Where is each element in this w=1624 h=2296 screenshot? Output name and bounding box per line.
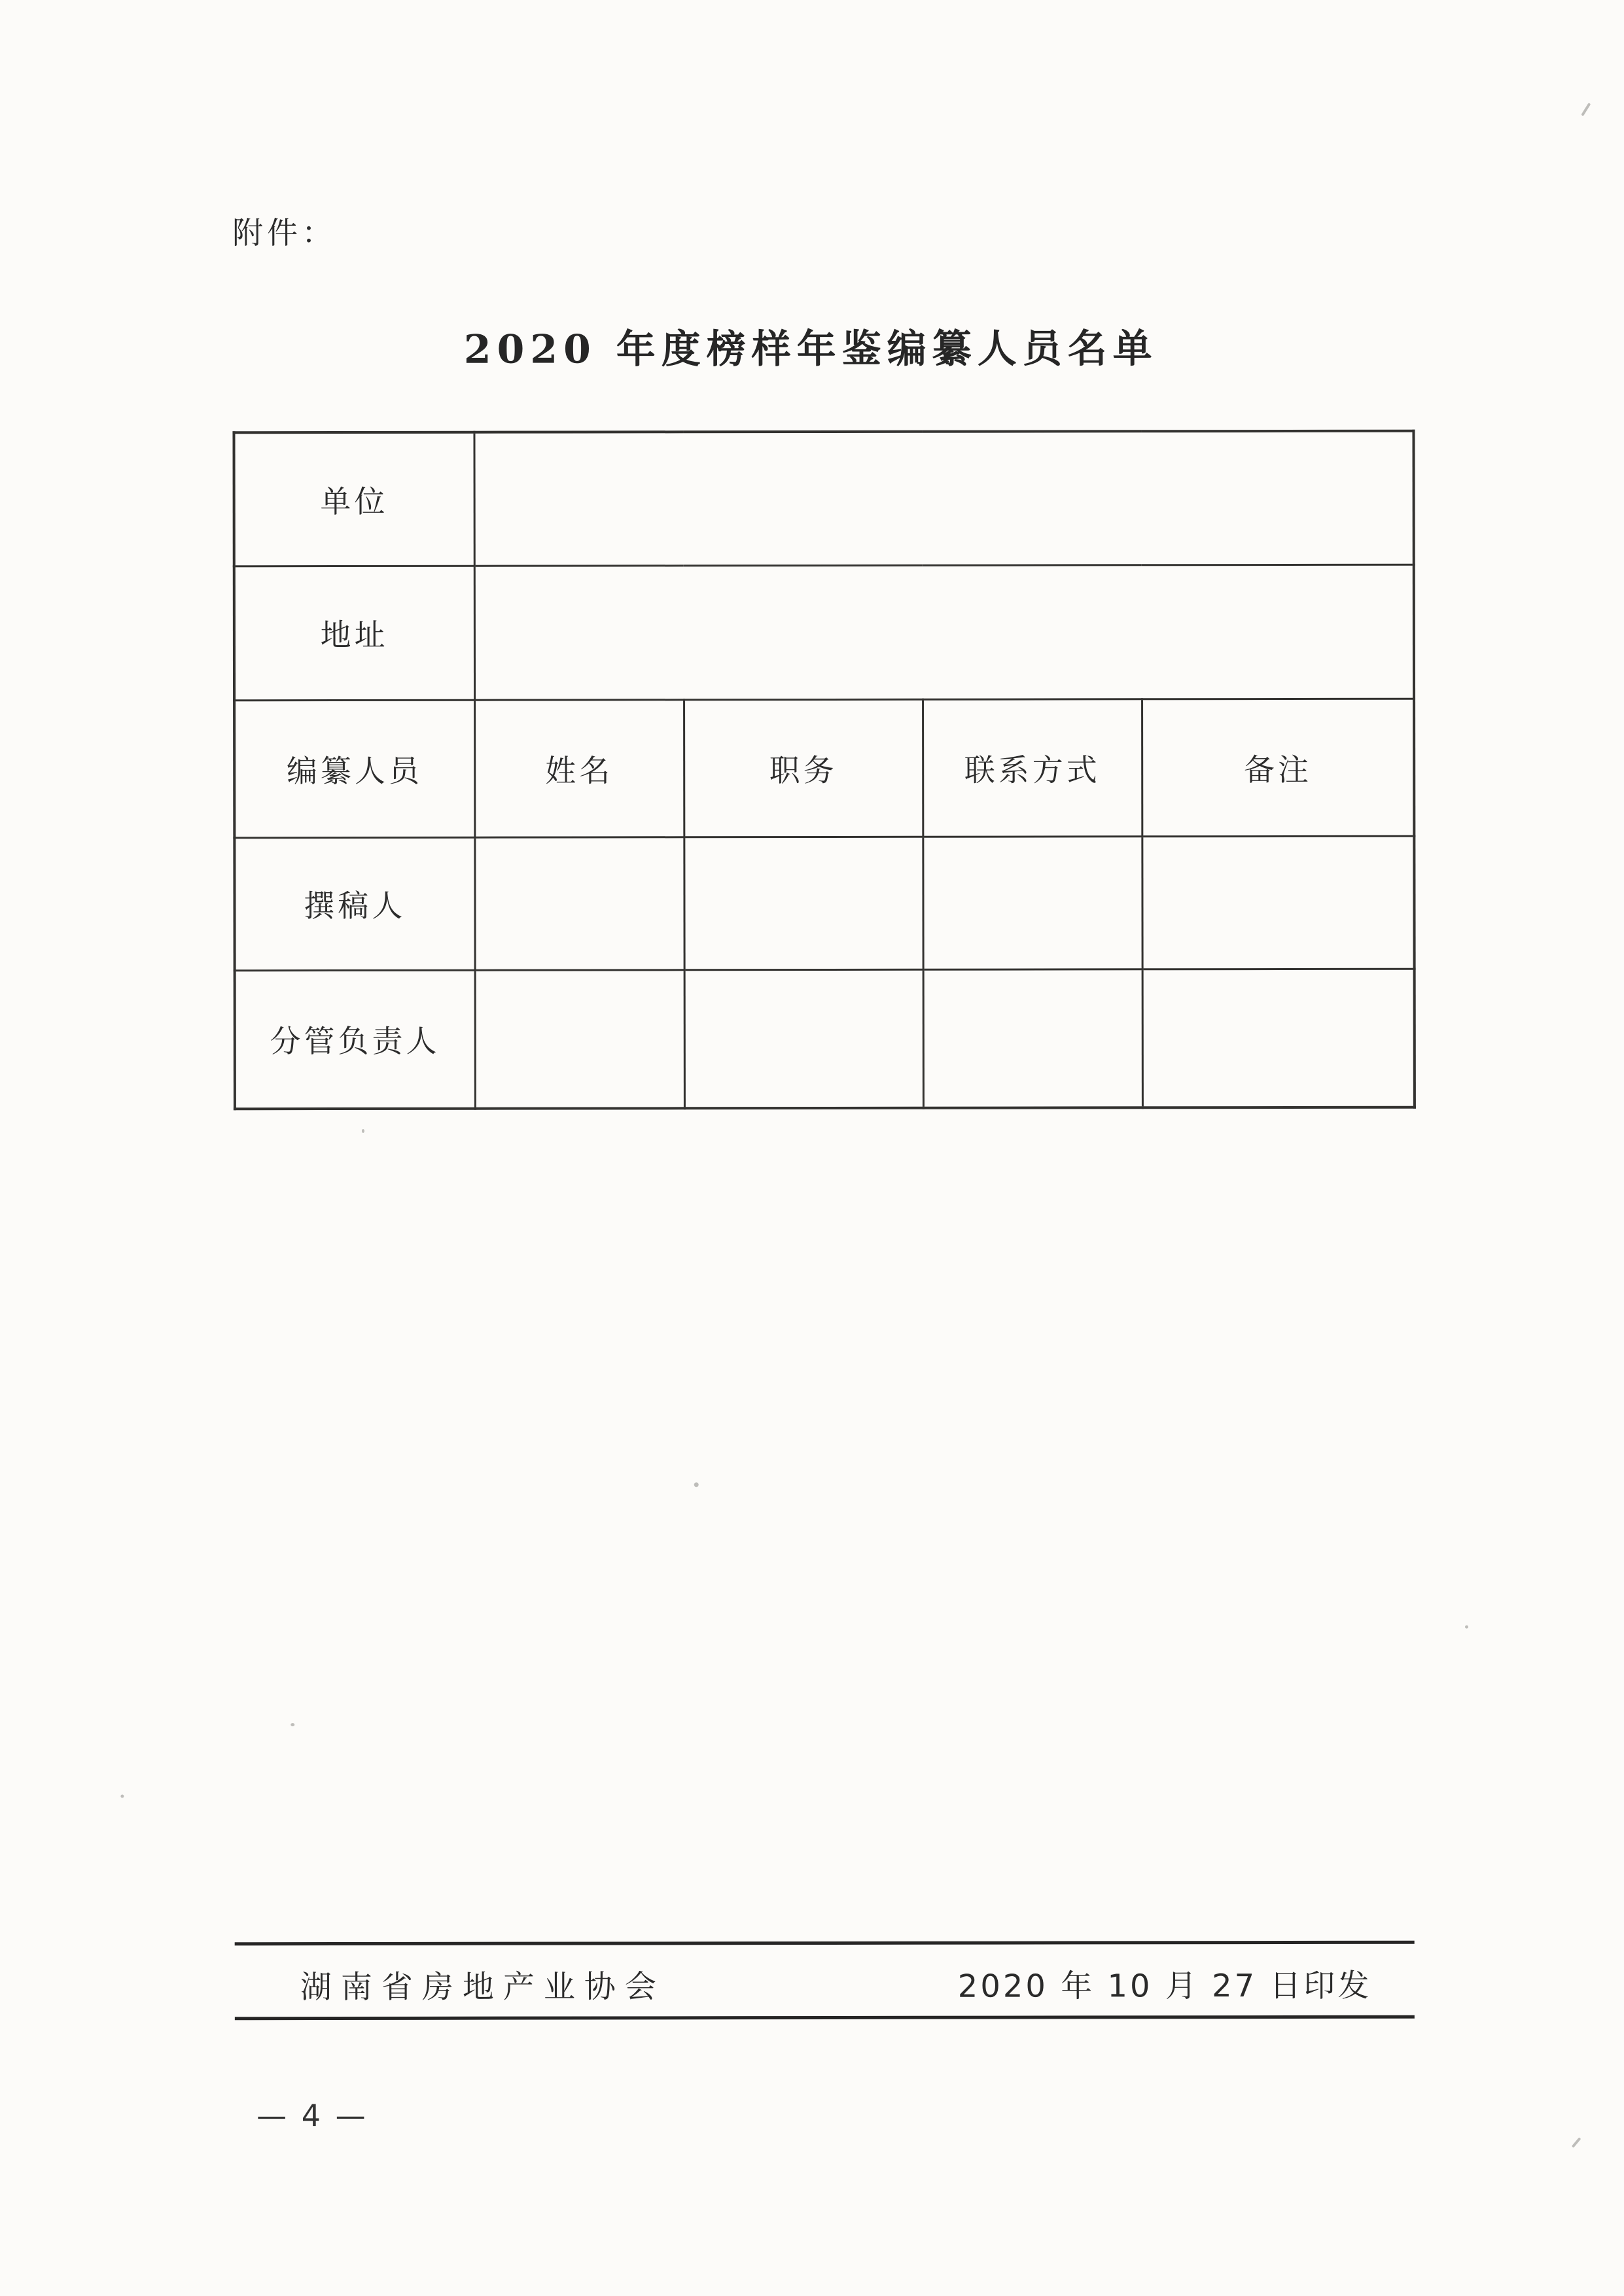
personnel-form-table — [232, 430, 1415, 1111]
scan-speck — [120, 1794, 124, 1798]
header-cell-position: 职务 — [684, 699, 923, 837]
empty-cell — [1142, 969, 1415, 1108]
empty-cell — [684, 969, 923, 1109]
scan-speck — [362, 1129, 364, 1133]
header-cell-contact: 联系方式 — [923, 699, 1142, 836]
document-title: 2020 年度榜样年鉴编纂人员名单 — [463, 326, 1158, 373]
footer-issuer: 湖南省房地产业协会 — [300, 1968, 665, 2006]
table-row-header — [234, 699, 1414, 838]
header-cell-name: 姓名 — [474, 699, 684, 837]
empty-cell — [923, 836, 1142, 969]
address-label-cell: 地址 — [234, 566, 474, 701]
table-row-supervisor — [235, 969, 1415, 1109]
empty-cell — [475, 969, 684, 1108]
scan-speck — [291, 1723, 294, 1726]
scan-speck — [1581, 103, 1591, 116]
empty-cell — [474, 837, 684, 969]
header-cell-remarks: 备注 — [1142, 699, 1414, 837]
unit-value-cell — [474, 431, 1413, 566]
footer-rule-bottom — [235, 2015, 1415, 2021]
table-row-unit — [234, 431, 1413, 566]
attachment-label: 附件： — [232, 215, 337, 252]
writer-label-cell: 撰稿人 — [234, 837, 474, 971]
header-cell-personnel: 编纂人员 — [234, 700, 474, 838]
footer-print-date: 2020 年 10 月 27 日印发 — [957, 1967, 1372, 2005]
footer-rule-top — [235, 1941, 1415, 1946]
address-value-cell — [474, 565, 1414, 700]
scan-speck — [1572, 2137, 1581, 2148]
unit-label-cell: 单位 — [234, 432, 474, 566]
page-number: — 4 — — [256, 2097, 368, 2134]
table-row-address — [234, 565, 1414, 701]
table-row-writer — [234, 836, 1414, 971]
empty-cell — [923, 969, 1142, 1107]
empty-cell — [1142, 836, 1414, 969]
supervisor-label-cell: 分管负责人 — [235, 970, 475, 1109]
scan-speck — [1465, 1626, 1468, 1629]
scan-speck — [694, 1482, 699, 1487]
empty-cell — [684, 837, 923, 970]
